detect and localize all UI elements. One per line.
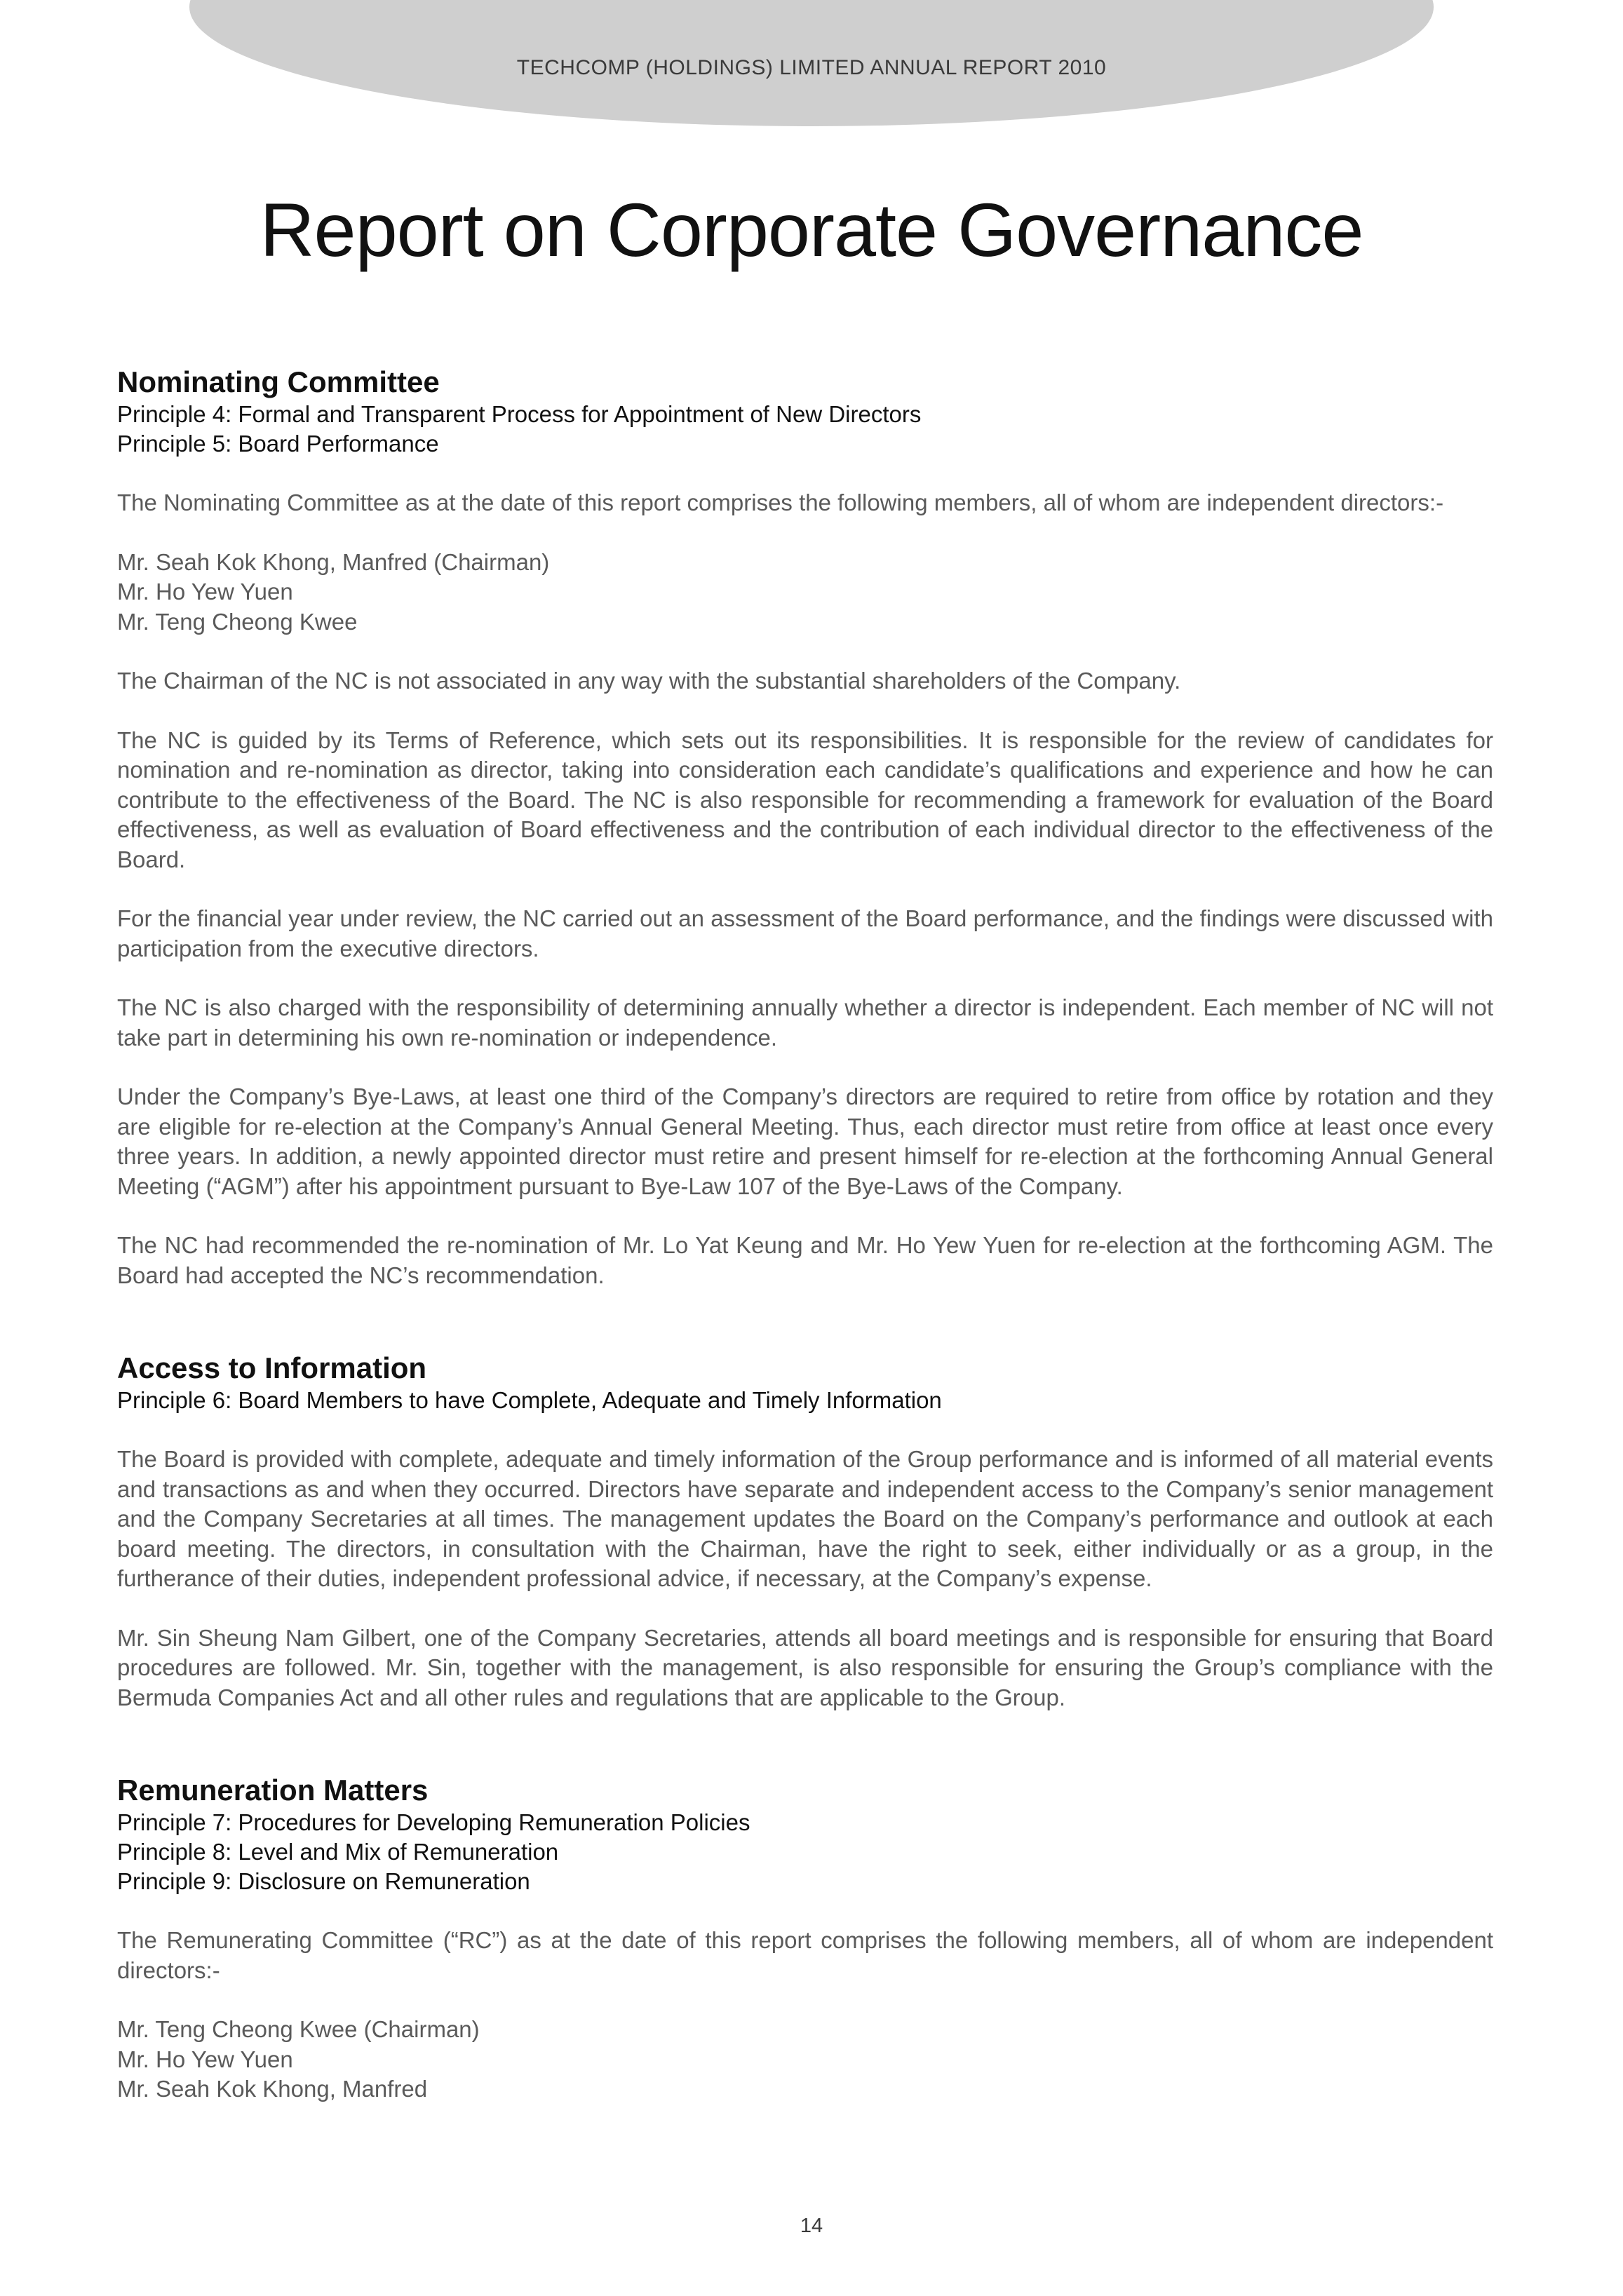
principles-list xyxy=(117,1386,1493,1415)
report-body xyxy=(117,365,1493,2165)
principle-item: Principle 6: Board Members to have Complete, Adequate and Timely Information xyxy=(117,1387,942,1413)
principles-list xyxy=(117,1808,1493,1896)
running-header: TECHCOMP (HOLDINGS) LIMITED ANNUAL REPORT 2010 xyxy=(516,56,1107,79)
paragraph: The NC had recommended the re-nomination of Mr. Lo Yat Keung and Mr. Ho Yew Yuen for re-election at the forthcoming AGM. The Board had accepted the NC’s recommendation. xyxy=(117,1232,1493,1288)
paragraph: Mr. Sin Sheung Nam Gilbert, one of the Company Secretaries, attends all board meetings and is responsible for ensuring that Board procedures are followed. Mr. Sin, together with the management, is also responsible for ensuring the Group’s compliance with the Bermuda Companies Act and all other rules and regulations that are applicable to the Group. xyxy=(117,1624,1493,1710)
paragraph: The NC is guided by its Terms of Reference, which sets out its responsibilities. It is responsible for the review of candidates for nomination and re-nomination as director, taking into consideration each candidate’s qualifications and experience and how he can contribute to the effectiveness of the Board. The NC is also responsible for recommending a framework for evaluation of the Board effectiveness, as well as evaluation of Board effectiveness and the contribution of each individual director to the effectiveness of the Board. xyxy=(117,727,1493,872)
principles-list xyxy=(117,400,1493,459)
member-item: Mr. Seah Kok Khong, Manfred xyxy=(117,2076,428,2102)
paragraph: The Remunerating Committee (“RC”) as at the date of this report comprises the following members, all of whom are independent directors:- xyxy=(117,1927,1493,1983)
principle-item: Principle 7: Procedures for Developing Remuneration Policies xyxy=(117,1809,750,1835)
section-heading: Remuneration Matters xyxy=(117,1774,429,1807)
principle-item: Principle 4: Formal and Transparent Process for Appointment of New Directors xyxy=(117,401,922,427)
paragraph: The Board is provided with complete, adequate and timely information of the Group performance and is informed of all material events and transactions as and when they occurred. Directors have separate and independent access to the Company’s senior management and the Company Secretaries at all times. The management updates the Board on the Company’s performance and outlook at each board meeting. The directors, in consultation with the Chairman, have the right to seek, either individually or as a group, in the furtherance of their duties, independent professional advice, if necessary, at the Company’s expense. xyxy=(117,1446,1493,1591)
paragraph: The Chairman of the NC is not associated in any way with the substantial shareholders of the Company. xyxy=(117,668,1181,694)
section-heading: Nominating Committee xyxy=(117,365,440,398)
principle-item: Principle 9: Disclosure on Remuneration xyxy=(117,1868,530,1894)
paragraph: The Nominating Committee as at the date of this report comprises the following members, all of whom are independent directors:- xyxy=(117,489,1444,515)
member-item: Mr. Teng Cheong Kwee xyxy=(117,608,358,635)
nominating-committee-section xyxy=(117,365,1493,1290)
member-item: Mr. Teng Cheong Kwee (Chairman) xyxy=(117,2016,480,2042)
paragraph: Under the Company’s Bye-Laws, at least one third of the Company’s directors are required to retire from office by rotation and they are eligible for re-election at the Company’s Annual General Meeting. Thus, each director must retire from office at least once every three years. In addition, a newly appointed director must retire and present himself for re-election at the forthcoming Annual General Meeting (“AGM”) after his appointment pursuant to Bye-Law 107 of the Bye-Laws of the Company. xyxy=(117,1083,1493,1199)
member-list xyxy=(117,2015,1493,2105)
member-list xyxy=(117,548,1493,637)
member-item: Mr. Ho Yew Yuen xyxy=(117,2046,293,2072)
page-number: 14 xyxy=(800,2215,823,2237)
paragraph: The NC is also charged with the responsibility of determining annually whether a director is independent. Each member of NC will not take part in determining his own re-nomination or independence. xyxy=(117,994,1493,1051)
principle-item: Principle 8: Level and Mix of Remuneration xyxy=(117,1839,559,1865)
page-title: Report on Corporate Governance xyxy=(260,187,1363,272)
section-heading: Access to Information xyxy=(117,1351,427,1384)
principle-item: Principle 5: Board Performance xyxy=(117,431,439,457)
paragraph: For the financial year under review, the NC carried out an assessment of the Board performance, and the findings were discussed with participation from the executive directors. xyxy=(117,905,1493,961)
member-item: Mr. Seah Kok Khong, Manfred (Chairman) xyxy=(117,548,550,575)
remuneration-matters-section xyxy=(117,1773,1493,2105)
member-item: Mr. Ho Yew Yuen xyxy=(117,579,293,605)
access-to-information-section xyxy=(117,1351,1493,1713)
